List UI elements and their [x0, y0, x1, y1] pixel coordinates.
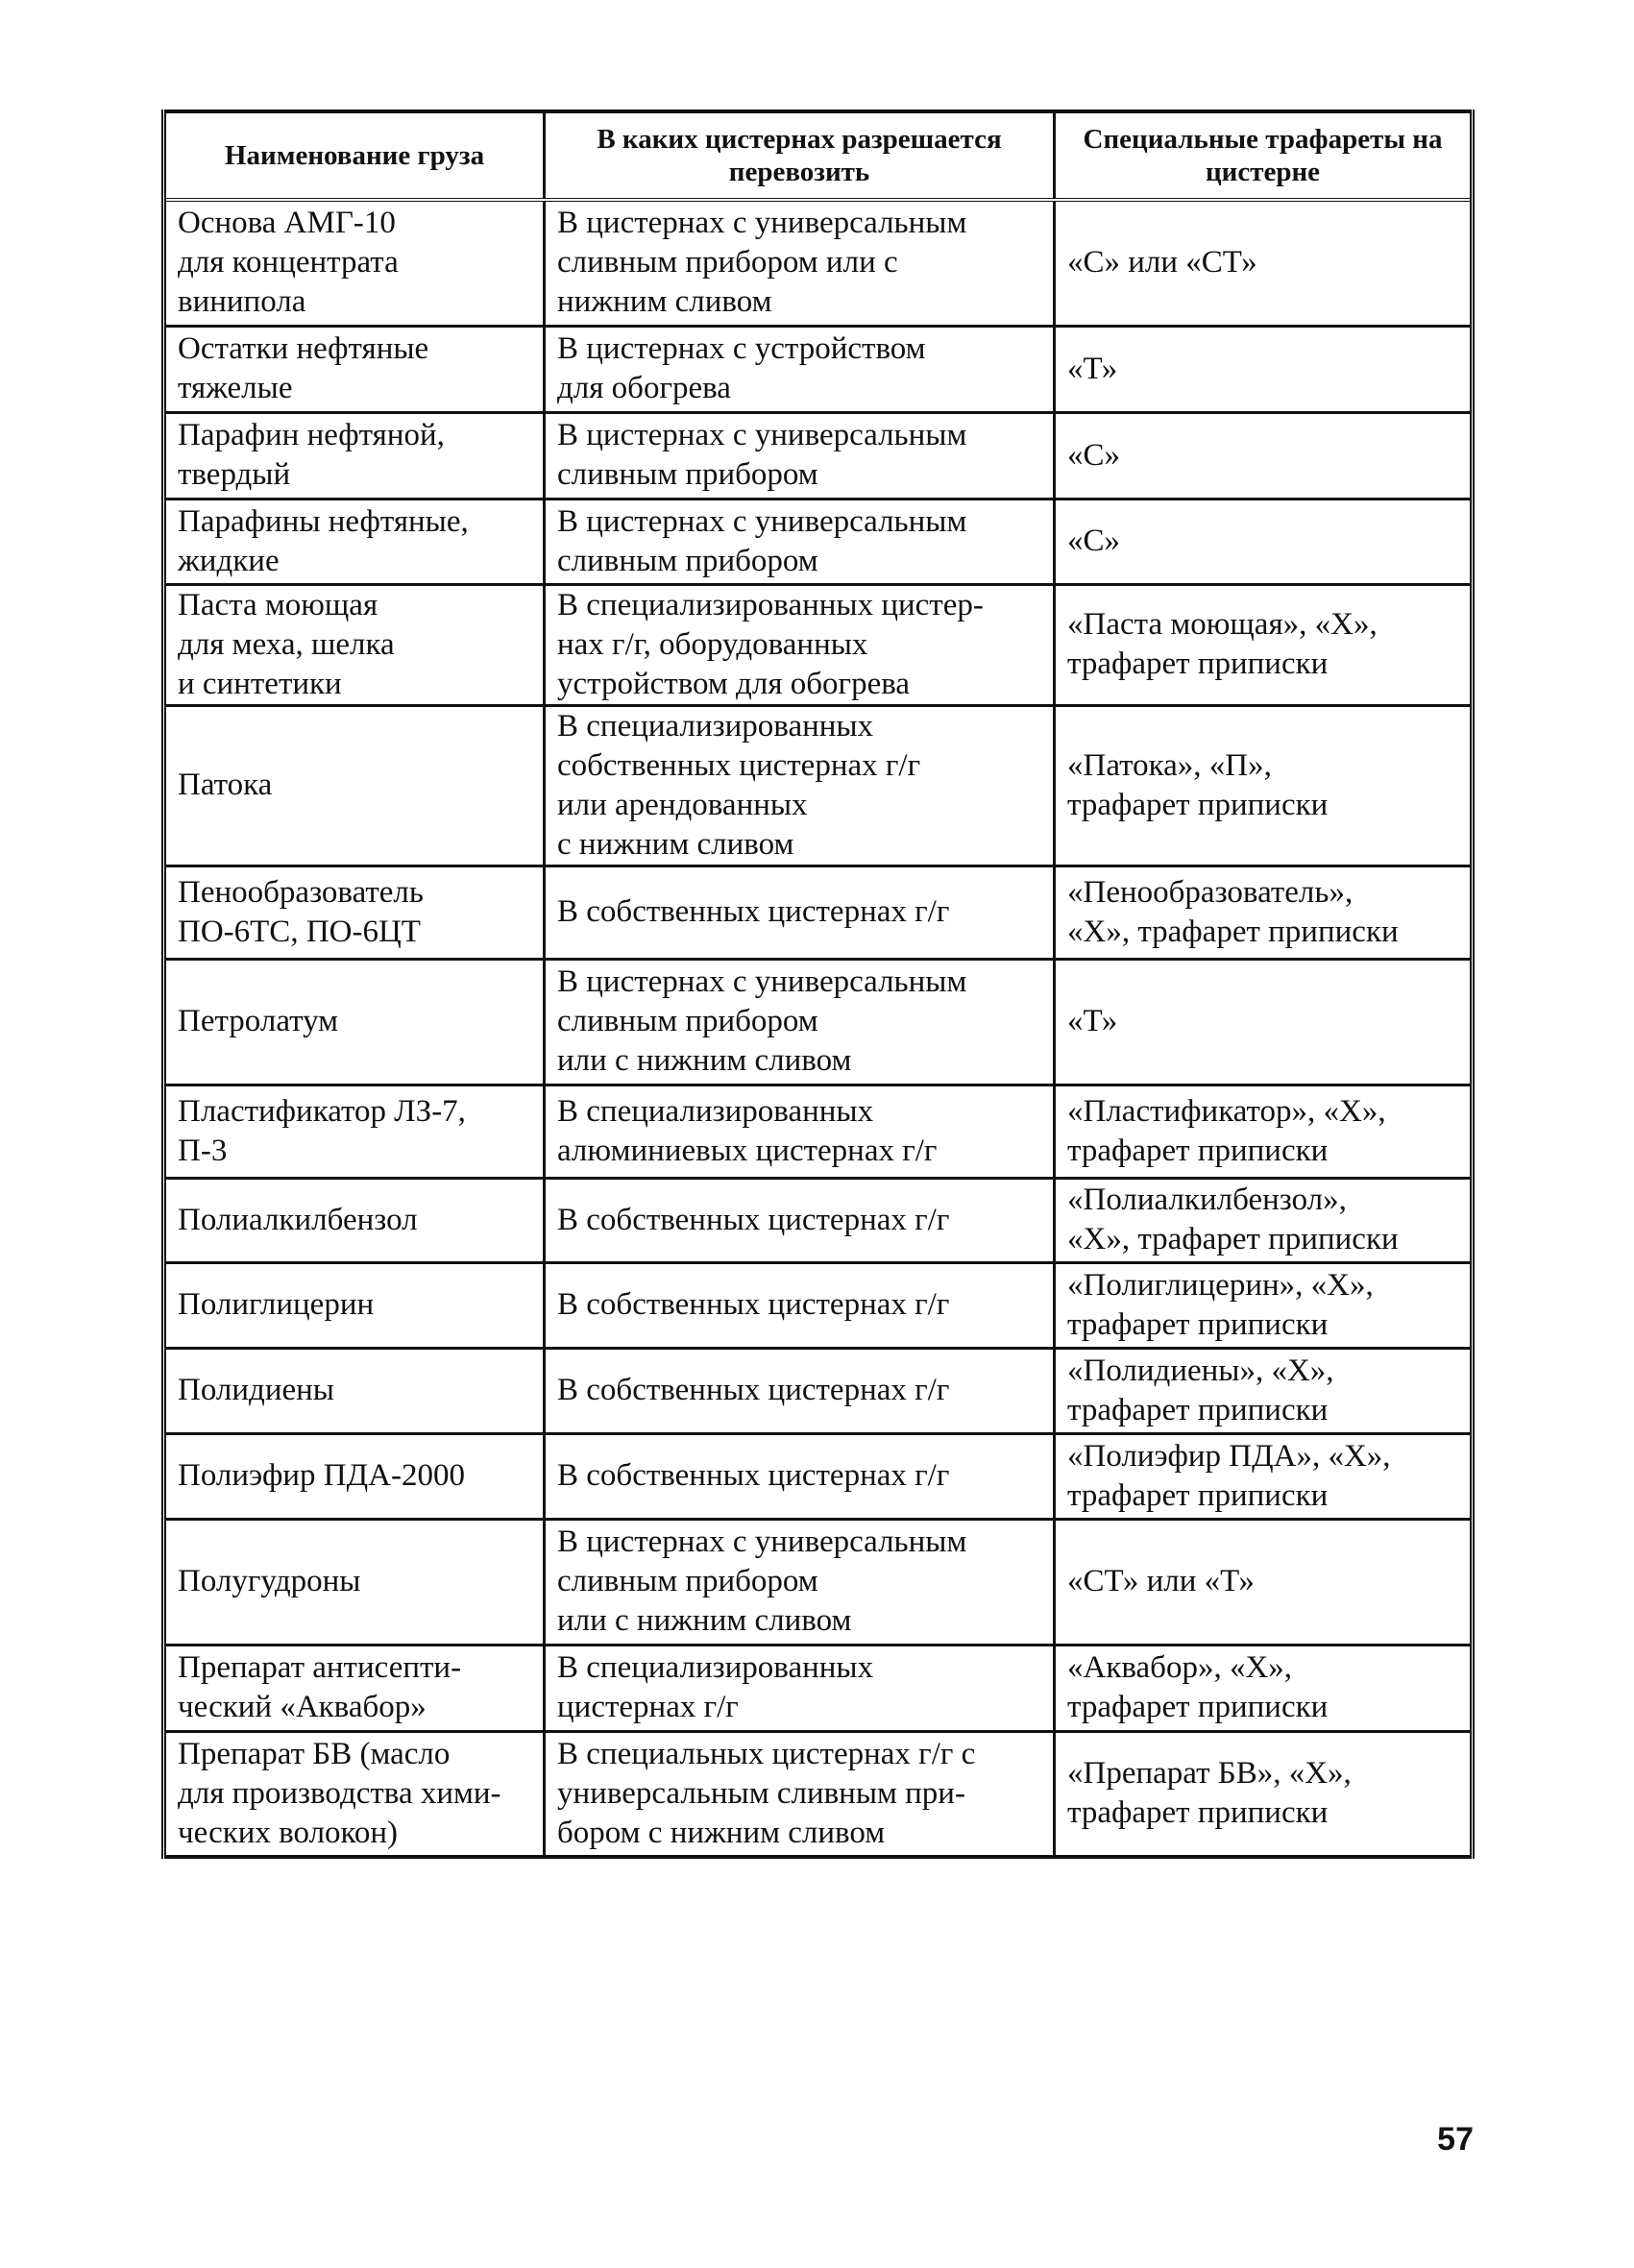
stencils-cell — [1055, 1645, 1473, 1731]
cargo-name-cell — [164, 412, 545, 499]
cargo-name-cell — [164, 200, 545, 326]
cargo-table — [161, 110, 1475, 1859]
cell-text: «СТ» или «Т» — [1067, 1564, 1255, 1598]
cell-text: «Пенообразователь», «X», трафарет приписки — [1067, 874, 1399, 949]
stencils-cell — [1055, 705, 1473, 866]
cell-text: «Пластификатор», «X», трафарет приписки — [1067, 1093, 1386, 1168]
table-row — [164, 1731, 1473, 1857]
table-row — [164, 1645, 1473, 1731]
stencils-cell — [1055, 1348, 1473, 1433]
stencils-cell — [1055, 1178, 1473, 1262]
cell-text: В собственных цистернах г/г — [557, 1287, 950, 1322]
cargo-name-cell — [164, 499, 545, 584]
cell-text: Паста моющая для меха, шелка и синтетики — [178, 587, 395, 701]
table-row — [164, 959, 1473, 1085]
stencils-cell — [1055, 499, 1473, 584]
table-body — [164, 200, 1473, 1857]
table-row — [164, 1262, 1473, 1348]
cell-text: Остатки нефтяные тяжелые — [178, 331, 429, 405]
stencils-cell — [1055, 1731, 1473, 1857]
cell-text: В цистернах с универсальным сливным прибором или с нижним сливом — [557, 1524, 967, 1638]
tank-type-cell — [545, 326, 1055, 412]
table-row — [164, 1519, 1473, 1645]
cell-text: «С» — [1067, 437, 1121, 473]
cell-text: Парафины нефтяные, жидкие — [178, 503, 469, 578]
cell-text: В цистернах с универсальным сливным прибором — [557, 503, 967, 578]
cargo-name-cell — [164, 1178, 545, 1262]
table-row — [164, 200, 1473, 326]
stencils-cell — [1055, 1085, 1473, 1178]
cell-text: «Т» — [1067, 1004, 1118, 1038]
cell-text: «Полиалкилбензол», «X», трафарет приписки — [1067, 1183, 1399, 1256]
tank-type-cell — [545, 1348, 1055, 1433]
cell-text: «Полиглицерин», «X», трафарет приписки — [1067, 1267, 1374, 1342]
table-row — [164, 412, 1473, 499]
cell-text: «Паста моющая», «X», трафарет приписки — [1067, 607, 1378, 681]
cell-text: Основа АМГ-10 для концентрата винипола — [178, 206, 399, 320]
tank-type-cell — [545, 200, 1055, 326]
tank-type-cell — [545, 705, 1055, 866]
table-row — [164, 1085, 1473, 1178]
cell-text: Петролатум — [178, 1004, 339, 1038]
table-row — [164, 705, 1473, 866]
cell-text: В цистернах с устройством для обогрева — [557, 331, 926, 405]
stencils-cell — [1055, 584, 1473, 705]
tank-type-cell — [545, 1731, 1055, 1857]
cell-text: «Полиэфир ПДА», «X», трафарет приписки — [1067, 1438, 1391, 1513]
cell-text: В собственных цистернах г/г — [557, 894, 950, 929]
stencils-cell — [1055, 326, 1473, 412]
cargo-name-cell — [164, 866, 545, 959]
table-row — [164, 1348, 1473, 1433]
tank-type-cell — [545, 412, 1055, 499]
cell-text: В собственных цистернах г/г — [557, 1373, 950, 1407]
cargo-name-cell — [164, 1731, 545, 1857]
cell-text: Полиалкилбензол — [178, 1202, 418, 1237]
cell-text: Полидиены — [178, 1373, 334, 1407]
cell-text: Полиглицерин — [178, 1287, 375, 1322]
cell-text: «С» — [1067, 524, 1121, 558]
stencils-cell — [1055, 1262, 1473, 1348]
cell-text: Полиэфир ПДА-2000 — [178, 1458, 465, 1493]
cell-text: «Полидиены», «X», трафарет приписки — [1067, 1353, 1334, 1427]
tank-type-cell — [545, 1262, 1055, 1348]
cargo-name-cell — [164, 1433, 545, 1519]
header-cargo-name: Наименование груза — [164, 111, 545, 200]
header-tank-type: В каких цистернах разрешается перевозить — [545, 111, 1055, 200]
cargo-name-cell — [164, 959, 545, 1085]
tank-type-cell — [545, 1645, 1055, 1731]
cell-text: «Т» — [1067, 351, 1118, 386]
cargo-name-cell — [164, 584, 545, 705]
cell-text: В цистернах с универсальным сливным прибором — [557, 418, 967, 492]
cell-text: В специализированных цистернах г/г — [557, 1650, 874, 1724]
stencils-cell — [1055, 866, 1473, 959]
tank-type-cell — [545, 499, 1055, 584]
cell-text: Пластификатор ЛЗ-7, П-3 — [178, 1093, 466, 1168]
table-header-row — [164, 111, 1473, 200]
cell-text: «Патока», «П», трафарет приписки — [1067, 747, 1329, 822]
stencils-cell — [1055, 1519, 1473, 1645]
header-stencils: Специальные трафареты на цистерне — [1055, 111, 1473, 200]
stencils-cell — [1055, 1433, 1473, 1519]
cell-text: В специализированных собственных цистернах г/г или арендованных с нижним сливом — [557, 708, 921, 862]
cell-text: Препарат БВ (масло для производства хими- ческих волокон) — [178, 1736, 501, 1850]
cell-text: В собственных цистернах г/г — [557, 1202, 950, 1237]
cell-text: «Аквабор», «X», трафарет приписки — [1067, 1650, 1329, 1724]
cell-text: «Препарат БВ», «X», трафарет приписки — [1067, 1756, 1352, 1831]
cell-text: Парафин нефтяной, твердый — [178, 418, 445, 492]
tank-type-cell — [545, 1519, 1055, 1645]
cell-text: Полугудроны — [178, 1564, 361, 1598]
table-row — [164, 866, 1473, 959]
cell-text: В специализированных алюминиевых цистернах г/г — [557, 1093, 938, 1168]
table-row — [164, 499, 1473, 584]
stencils-cell — [1055, 412, 1473, 499]
cell-text: «С» или «СТ» — [1067, 245, 1257, 280]
cargo-name-cell — [164, 705, 545, 866]
tank-type-cell — [545, 1085, 1055, 1178]
cargo-name-cell — [164, 1348, 545, 1433]
stencils-cell — [1055, 200, 1473, 326]
cell-text: В специализированных цистер- нах г/г, оборудованных устройством для обогрева — [557, 587, 984, 701]
cargo-name-cell — [164, 1262, 545, 1348]
cell-text: Пенообразователь ПО-6ТС, ПО-6ЦТ — [178, 874, 424, 949]
cell-text: Препарат антисепти- ческий «Аквабор» — [178, 1650, 462, 1724]
tank-type-cell — [545, 1433, 1055, 1519]
table-row — [164, 584, 1473, 705]
page-number: 57 — [1437, 2121, 1474, 2158]
cell-text: В цистернах с универсальным сливным прибором или с нижним сливом — [557, 964, 967, 1078]
cell-text: В собственных цистернах г/г — [557, 1458, 950, 1493]
cell-text: В цистернах с универсальным сливным прибором или с нижним сливом — [557, 206, 967, 320]
table-row — [164, 1433, 1473, 1519]
tank-type-cell — [545, 1178, 1055, 1262]
cargo-name-cell — [164, 1085, 545, 1178]
cell-text: В специальных цистернах г/г с универсальным сливным при- бором с нижним сливом — [557, 1736, 976, 1850]
stencils-cell — [1055, 959, 1473, 1085]
table-row — [164, 1178, 1473, 1262]
tank-type-cell — [545, 866, 1055, 959]
tank-type-cell — [545, 959, 1055, 1085]
cargo-name-cell — [164, 326, 545, 412]
cargo-name-cell — [164, 1519, 545, 1645]
table-row — [164, 326, 1473, 412]
cell-text: Патока — [178, 768, 273, 802]
tank-type-cell — [545, 584, 1055, 705]
cargo-name-cell — [164, 1645, 545, 1731]
